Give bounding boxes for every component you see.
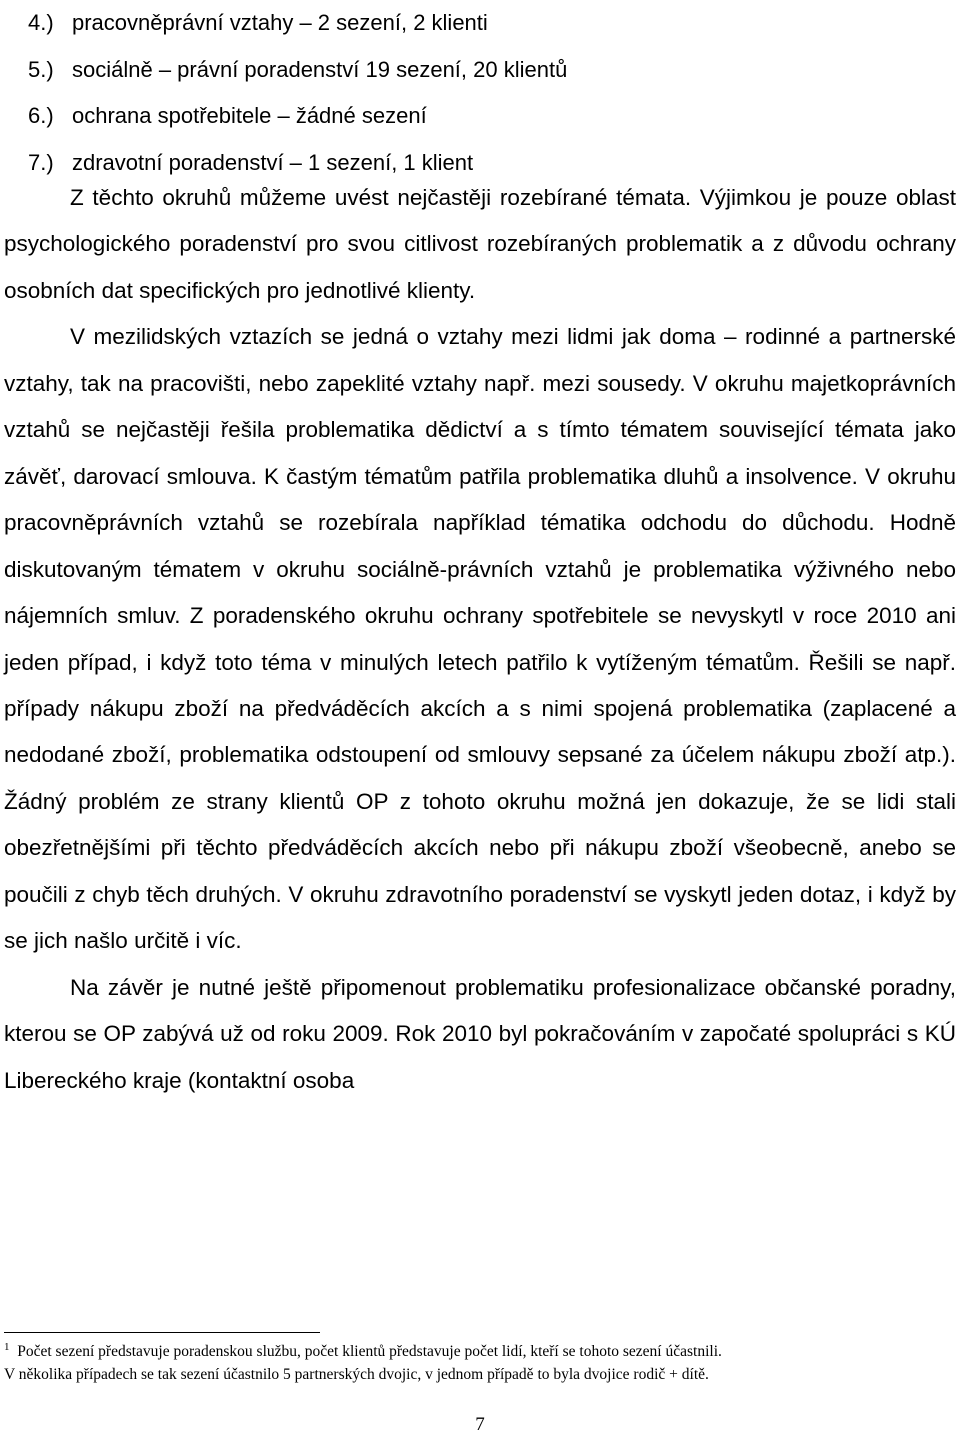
body-text (4, 175, 956, 1104)
footnote-marker: 1 (4, 1341, 10, 1353)
list-item (28, 93, 928, 140)
list-item-number: 4.) (28, 10, 54, 35)
paragraph: Z těchto okruhů můžeme uvést nejčastěji rozebírané témata. Výjimkou je pouze oblast psychologického poradenství pro svou citlivost rozebíraných problematik a z důvodu ochrany osobních dat specifických pro jednotlivé klienty. (4, 185, 956, 303)
list-item-text: sociálně – právní poradenství 19 sezení, 20 klientů (72, 56, 568, 82)
paragraph: V mezilidských vztazích se jedná o vztahy mezi lidmi jak doma – rodinné a partnerské vztahy, tak na pracovišti, nebo zapeklité vztahy např. mezi sousedy. V okruhu majetkoprávních vztahů se nejčastěji řešila problematika dědictví a s tímto tématem související témata jako závěť, darovací smlouva. K častým tématům patřila problematika dluhů a insolvence. V okruhu pracovněprávních vztahů se rozebírala například tématika odchodu do důchodu. Hodně diskutovaným tématem v okruhu sociálně-právních vztahů je problematika výživného nebo nájemních smluv. Z poradenského okruhu ochrany spotřebitele se nevyskytl v roce 2010 ani jeden případ, i když toto téma v minulých letech patřilo k vytíženým tématům. Řešili se např. případy nákupu zboží na předváděcích akcích a s nimi spojená problematika (zaplacené a nedodané zboží, problematika odstoupení od smlouvy sepsané za účelem nákupu zboží atp.). Žádný problém ze strany klientů OP z tohoto okruhu možná jen dokazuje, že se lidi stali obezřetnějšími při těchto předváděcích akcích nebo při nákupu zboží všeobecně, anebo se poučili z chyb těch druhých. V okruhu zdravotního poradenství se vyskytl jeden dotaz, i když by se jich našlo určitě i víc. (4, 324, 956, 954)
list-item-text: pracovněprávní vztahy – 2 sezení, 2 klienti (72, 10, 488, 35)
footnote-text: Počet sezení představuje poradenskou službu, počet klientů představuje počet lidí, kteří se tohoto sezení účastnili. (17, 1343, 722, 1360)
list-item-number: 6.) (28, 103, 54, 128)
list-item-number: 7.) (28, 149, 54, 175)
footnote-separator (4, 1332, 320, 1333)
list-item-number: 5.) (28, 56, 54, 82)
list-item-text: zdravotní poradenství – 1 sezení, 1 klient (72, 149, 474, 175)
list-item-text: ochrana spotřebitele – žádné sezení (72, 103, 427, 128)
page-number: 7 (475, 1414, 485, 1435)
footnote (4, 1340, 956, 1386)
list-item (28, 0, 928, 47)
consultation-list (28, 0, 928, 186)
paragraph: Na závěr je nutné ještě připomenout problematiku profesionalizace občanské poradny, kterou se OP zabývá už od roku 2009. Rok 2010 byl pokračováním v započaté spolupráci s KÚ Libereckého kraje (kontaktní osoba (4, 974, 956, 1093)
footnote-line (4, 1340, 956, 1363)
footnote-line: V několika případech se tak sezení účastnilo 5 partnerských dvojic, v jednom případě to byla dvojice rodič + dítě. (4, 1366, 709, 1383)
list-item (28, 47, 928, 94)
